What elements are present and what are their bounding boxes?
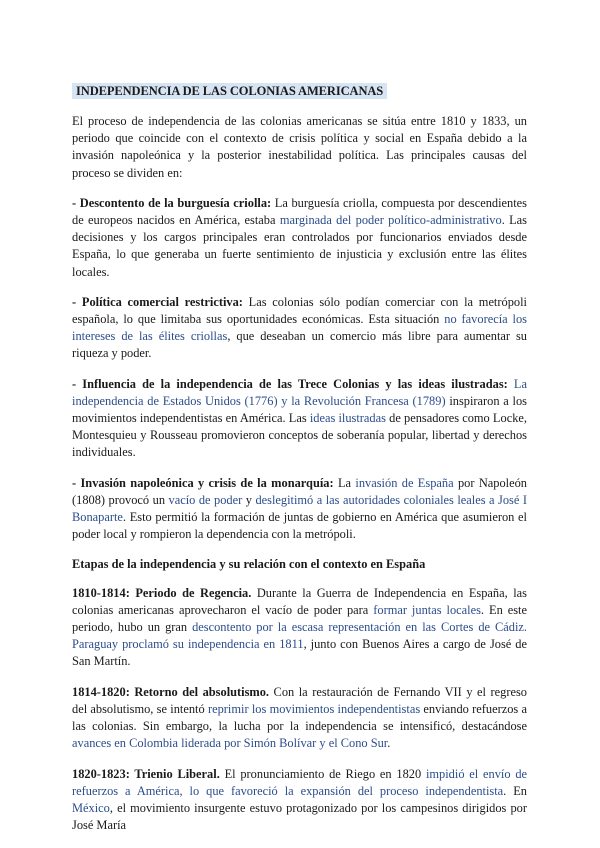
stage-heading: 1820-1823: Trienio Liberal. [72,766,220,781]
highlighted-text: México [72,800,110,815]
cause-text: La burguesía criolla, compuesta por descendientes de europeos nacidos en América, estaba [72,195,527,228]
document-body [72,82,527,847]
cause-heading: - Invasión napoleónica y crisis de la monarquía: [72,475,334,490]
cause-text: y [242,492,256,507]
highlighted-text: invasión de España [355,475,454,490]
document-title: INDEPENDENCIA DE LAS COLONIAS AMERICANAS [72,83,387,99]
cause-paragraph [72,195,527,281]
highlighted-text: La independencia de Estados Unidos (1776) y la Revolución Francesa (1789) [72,376,527,408]
stage-text: . En este periodo, hubo un gran [72,602,527,635]
cause-text: . Esto permitió la formación de juntas de gobierno en América que asumieron el poder local y rompieron la dependencia con la metrópoli. [72,510,527,542]
stage-text: Con la restauración de Fernando VII y el regreso del absolutismo, se intentó [72,684,527,716]
cause-heading: - Política comercial restrictiva: [72,294,243,309]
cause-paragraph [72,294,527,363]
cause-paragraph [72,475,527,544]
stage-text: . En [503,783,527,798]
highlighted-text: reprimir los movimientos independentistas [207,701,421,716]
highlighted-text: deslegitimó a las autoridades coloniales leales a José I Bonaparte [72,492,527,525]
stage-text: . [387,736,391,751]
cause-text: inspiraron a los movimientos independentistas en América. Las [72,393,527,426]
highlighted-text: vacío de poder [168,492,243,507]
cause-heading: - Influencia de la independencia de las Trece Colonias y las ideas ilustradas: [72,376,508,391]
stage-paragraph [72,766,527,835]
highlighted-text: no favorecía los intereses de las élites criollas [72,312,527,344]
cause-heading: - Descontento de la burguesía criolla: [72,195,272,210]
stages-heading: Etapas de la independencia y su relación con el contexto en España [72,557,426,572]
cause-text: La [333,475,356,490]
highlighted-text: marginada del poder político-administrativo [279,213,502,228]
highlighted-text: formar juntas locales [373,602,481,617]
stage-text: El pronunciamiento de Riego en 1820 [219,766,426,781]
cause-text: por Napoleón (1808) provocó un [72,475,527,507]
stage-paragraph [72,585,527,671]
stage-text: enviando refuerzos a las colonias. Sin embargo, la lucha por la independencia se intensificó, destacándose [72,701,527,734]
stage-text: Durante la Guerra de Independencia en España, las colonias americanas aprovecharon el vacío de poder para [72,585,527,617]
stage-heading: 1810-1814: Periodo de Regencia. [72,585,252,600]
stage-paragraph [72,684,527,753]
highlighted-text: avances en Colombia liderada por Simón Bolívar y el Cono Sur [72,736,388,751]
stage-heading: 1814-1820: Retorno del absolutismo. [72,684,270,699]
highlighted-text: ideas ilustradas [309,411,386,426]
stage-text: , el movimiento insurgente estuvo protagonizado por los campesinos dirigidos por José María [72,800,527,833]
cause-text: . Las decisiones y los cargos principales eran controlados por funcionarios enviados desde España, lo que generaba un fuerte sentimiento de injusticia y exclusión entre las élites locales. [72,213,527,279]
cause-text: de pensadores como Locke, Montesquieu y Rousseau promovieron conceptos de soberanía popular, libertad y derechos individuales. [72,411,527,460]
highlighted-text: impidió el envío de refuerzos a América, lo que favoreció la expansión del proceso independentista [72,766,528,798]
cause-paragraph [72,376,527,462]
intro-paragraph: El proceso de independencia de las colonias americanas se sitúa entre 1810 y 1833, un periodo que coincide con el contexto de crisis política y social en España debido a la invasión napoleónica y la posterior inestabilidad política. Las principales causas del proceso se dividen en: [72,114,527,180]
highlighted-text: descontento por la escasa representación en las Cortes de Cádiz. Paraguay proclamó su independencia en 1811 [72,620,528,652]
cause-text: , que deseaban un comercio más libre para aumentar su riqueza y poder. [72,329,528,361]
stage-text: , junto con Buenos Aires a cargo de José de San Martín. [72,637,527,669]
cause-text: Las colonias sólo podían comerciar con la metrópoli española, lo que limitaba sus oportunidades económicas. Esta situación [72,294,527,327]
